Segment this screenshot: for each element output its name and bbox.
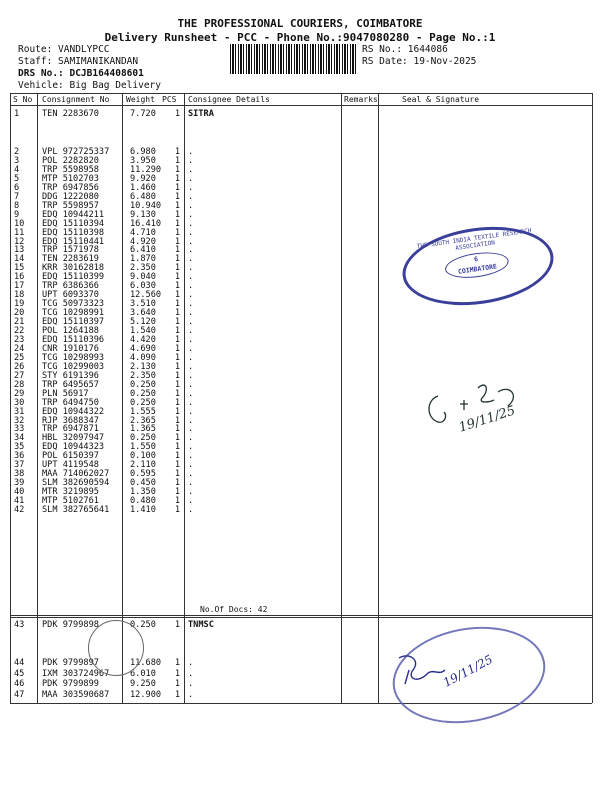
- row-sno: 4: [14, 165, 20, 175]
- row-sno: 36: [14, 451, 25, 461]
- row-weight: 11.680: [130, 658, 162, 668]
- row-consignment-no: EDQ 10944323: [42, 442, 105, 452]
- row-weight: 3.640: [130, 308, 156, 318]
- row-pcs: 1: [174, 478, 180, 488]
- row-sno: 45: [14, 669, 25, 679]
- row-consignment-no: TRP 5598958: [42, 165, 99, 175]
- row-weight: 0.250: [130, 620, 156, 630]
- row-consignee-details: .: [188, 272, 194, 282]
- row-pcs: 1: [174, 424, 180, 434]
- row-sno: 5: [14, 174, 20, 184]
- row-consignment-no: TRP 1571978: [42, 245, 99, 255]
- row-sno: 21: [14, 317, 25, 327]
- row-consignment-no: HBL 32097947: [42, 433, 105, 443]
- row-pcs: 1: [174, 353, 180, 363]
- row-pcs: 1: [174, 362, 180, 372]
- row-sno: 40: [14, 487, 25, 497]
- row-consignee-details: .: [188, 371, 194, 381]
- row-consignment-no: POL 2282820: [42, 156, 99, 166]
- signature-1-date: 19/11/25: [457, 403, 518, 436]
- row-weight: 1.410: [130, 505, 156, 515]
- table-row: [0, 505, 600, 514]
- row-pcs: 1: [174, 272, 180, 282]
- row-consignee-details: .: [188, 407, 194, 417]
- row-consignee-details: .: [188, 228, 194, 238]
- route-label: Route: VANDLYPCC: [18, 44, 110, 55]
- row-consignment-no: TEN 2283619: [42, 254, 99, 264]
- row-consignment-no: EDQ 10944211: [42, 210, 105, 220]
- row-weight: 6.010: [130, 669, 156, 679]
- col-header-sno: S No: [13, 95, 33, 104]
- row-pcs: 1: [174, 308, 180, 318]
- row-weight: 0.480: [130, 496, 156, 506]
- row-sno: 34: [14, 433, 25, 443]
- row-sno: 46: [14, 679, 25, 689]
- row-consignment-no: IXM 303724967: [42, 669, 110, 679]
- row-consignment-no: EDQ 15110441: [42, 237, 105, 247]
- row-weight: 0.250: [130, 380, 156, 390]
- row-pcs: 1: [174, 317, 180, 327]
- row-weight: 3.510: [130, 299, 156, 309]
- drs-label: DRS No.: DCJB164408601: [18, 68, 144, 79]
- row-sno: 47: [14, 690, 25, 700]
- row-consignee-details: .: [188, 469, 194, 479]
- row-consignment-no: EDQ 15110399: [42, 272, 105, 282]
- table-row: [0, 353, 600, 362]
- row-sno: 19: [14, 299, 25, 309]
- row-pcs: 1: [174, 620, 180, 630]
- row-consignee-details: .: [188, 254, 194, 264]
- row-sno: 10: [14, 219, 25, 229]
- signature-2: [395, 650, 496, 694]
- row-weight: 5.120: [130, 317, 156, 327]
- row-weight: 4.920: [130, 237, 156, 247]
- row-sno: 28: [14, 380, 25, 390]
- row-pcs: 1: [174, 263, 180, 273]
- row-consignee-details: .: [188, 353, 194, 363]
- row-weight: 12.900: [130, 690, 162, 700]
- row-weight: 6.480: [130, 192, 156, 202]
- row-weight: 6.410: [130, 245, 156, 255]
- row-pcs: 1: [174, 416, 180, 426]
- row-consignment-no: MTP 5102703: [42, 174, 99, 184]
- table-row: [0, 210, 600, 219]
- row-consignee-details: .: [188, 496, 194, 506]
- seal-code: 6: [473, 254, 479, 264]
- row-weight: 1.365: [130, 424, 156, 434]
- row-weight: 1.550: [130, 442, 156, 452]
- table-row: [0, 362, 600, 371]
- table-row: [0, 317, 600, 326]
- row-consignee-details: .: [188, 290, 194, 300]
- row-consignee-details: .: [188, 424, 194, 434]
- row-sno: 27: [14, 371, 25, 381]
- row-consignment-no: MTR 3219895: [42, 487, 99, 497]
- row-consignment-no: SLM 382765641: [42, 505, 110, 515]
- row-weight: 0.250: [130, 433, 156, 443]
- table-row: [0, 174, 600, 183]
- row-consignment-no: RJP 3688347: [42, 416, 99, 426]
- row-consignee-details: .: [188, 380, 194, 390]
- row-weight: 4.710: [130, 228, 156, 238]
- row-weight: 1.460: [130, 183, 156, 193]
- row-pcs: 1: [174, 109, 180, 119]
- row-sno: 43: [14, 620, 25, 630]
- row-consignment-no: MAA 303590687: [42, 690, 110, 700]
- table-row: [0, 219, 600, 228]
- row-pcs: 1: [174, 156, 180, 166]
- table-row: [0, 109, 600, 118]
- row-sno: 33: [14, 424, 25, 434]
- rs-date: RS Date: 19-Nov-2025: [362, 56, 477, 67]
- row-consignment-no: TRP 5598957: [42, 201, 99, 211]
- row-sno: 14: [14, 254, 25, 264]
- seal-city: COIMBATORE: [457, 262, 498, 276]
- row-weight: 0.100: [130, 451, 156, 461]
- table-row: [0, 326, 600, 335]
- row-sno: 17: [14, 281, 25, 291]
- row-sno: 13: [14, 245, 25, 255]
- table-row: [0, 192, 600, 201]
- row-weight: 0.250: [130, 389, 156, 399]
- row-consignee-details: .: [188, 398, 194, 408]
- row-consignee-details: .: [188, 192, 194, 202]
- row-consignment-no: PDK 9799898: [42, 620, 99, 630]
- row-pcs: 1: [174, 335, 180, 345]
- row-weight: 1.540: [130, 326, 156, 336]
- row-sno: 25: [14, 353, 25, 363]
- row-sno: 20: [14, 308, 25, 318]
- row-consignment-no: EDQ 10944322: [42, 407, 105, 417]
- row-consignment-no: TRP 6947871: [42, 424, 99, 434]
- row-consignment-no: EDQ 15110397: [42, 317, 105, 327]
- row-sno: 35: [14, 442, 25, 452]
- row-pcs: 1: [174, 407, 180, 417]
- row-pcs: 1: [174, 245, 180, 255]
- consignee-name: TNMSC: [188, 620, 214, 630]
- row-consignment-no: POL 6150397: [42, 451, 99, 461]
- row-sno: 6: [14, 183, 20, 193]
- row-consignment-no: KRR 30162818: [42, 263, 105, 273]
- row-sno: 11: [14, 228, 25, 238]
- table-row: [0, 496, 600, 505]
- table-row: [0, 308, 600, 317]
- company-name: THE PROFESSIONAL COURIERS, COIMBATORE: [177, 17, 423, 30]
- docs-count: No.Of Docs: 42: [200, 605, 268, 614]
- row-pcs: 1: [174, 344, 180, 354]
- row-sno: 26: [14, 362, 25, 372]
- row-consignee-details: .: [188, 245, 194, 255]
- table-row: [0, 201, 600, 210]
- row-consignment-no: TEN 2283670: [42, 109, 99, 119]
- row-consignee-details: .: [188, 263, 194, 273]
- row-sno: 38: [14, 469, 25, 479]
- table-row: [0, 620, 600, 629]
- row-consignee-details: .: [188, 219, 194, 229]
- row-consignment-no: TRP 6947856: [42, 183, 99, 193]
- row-weight: 12.560: [130, 290, 162, 300]
- row-pcs: 1: [174, 679, 180, 689]
- row-sno: 30: [14, 398, 25, 408]
- row-weight: 9.040: [130, 272, 156, 282]
- row-sno: 2: [14, 147, 20, 157]
- row-weight: 16.410: [130, 219, 162, 229]
- row-weight: 6.030: [130, 281, 156, 291]
- row-consignee-details: .: [188, 451, 194, 461]
- row-consignment-no: PDK 9799897: [42, 658, 99, 668]
- row-consignment-no: TRP 6386366: [42, 281, 99, 291]
- row-sno: 41: [14, 496, 25, 506]
- row-pcs: 1: [174, 254, 180, 264]
- row-sno: 12: [14, 237, 25, 247]
- row-consignee-details: .: [188, 308, 194, 318]
- table-row: [0, 299, 600, 308]
- row-pcs: 1: [174, 398, 180, 408]
- table-row: [0, 147, 600, 156]
- row-pcs: 1: [174, 658, 180, 668]
- row-weight: 9.130: [130, 210, 156, 220]
- row-weight: 9.920: [130, 174, 156, 184]
- row-pcs: 1: [174, 210, 180, 220]
- row-weight: 9.250: [130, 679, 156, 689]
- row-pcs: 1: [174, 389, 180, 399]
- row-consignee-details: .: [188, 679, 194, 689]
- row-pcs: 1: [174, 290, 180, 300]
- row-consignee-details: .: [188, 317, 194, 327]
- row-weight: 10.940: [130, 201, 162, 211]
- seal-org-text: THE SOUTH INDIA TEXTILE RESEARCH ASSOCIATION: [416, 227, 532, 252]
- row-sno: 16: [14, 272, 25, 282]
- row-pcs: 1: [174, 442, 180, 452]
- row-sno: 29: [14, 389, 25, 399]
- runsheet-title: Delivery Runsheet - PCC - Phone No.:9047080280 - Page No.:1: [104, 31, 496, 44]
- row-weight: 2.365: [130, 416, 156, 426]
- row-weight: 1.350: [130, 487, 156, 497]
- row-consignment-no: SLM 382690594: [42, 478, 110, 488]
- col-header-consignee: Consignee Details: [188, 95, 270, 104]
- table-row: [0, 156, 600, 165]
- row-consignment-no: UPT 6093370: [42, 290, 99, 300]
- row-consignment-no: TRP 6495657: [42, 380, 99, 390]
- row-consignee-details: .: [188, 505, 194, 515]
- row-consignee-details: .: [188, 326, 194, 336]
- row-pcs: 1: [174, 183, 180, 193]
- row-weight: 4.690: [130, 344, 156, 354]
- table-row: [0, 460, 600, 469]
- row-consignment-no: UPT 4119548: [42, 460, 99, 470]
- row-consignee-details: .: [188, 487, 194, 497]
- row-consignment-no: CNR 1910176: [42, 344, 99, 354]
- row-sno: 44: [14, 658, 25, 668]
- row-pcs: 1: [174, 469, 180, 479]
- table-row: [0, 487, 600, 496]
- table-row: [0, 335, 600, 344]
- row-consignee-details: .: [188, 210, 194, 220]
- row-sno: 7: [14, 192, 20, 202]
- row-consignment-no: TCG 10298991: [42, 308, 105, 318]
- row-weight: 0.595: [130, 469, 156, 479]
- row-consignment-no: PLN 56917: [42, 389, 89, 399]
- row-consignee-details: .: [188, 147, 194, 157]
- row-consignee-details: .: [188, 183, 194, 193]
- row-pcs: 1: [174, 326, 180, 336]
- row-consignee-details: .: [188, 478, 194, 488]
- vehicle-label: Vehicle: Big Bag Delivery: [18, 80, 161, 91]
- row-consignee-details: .: [188, 237, 194, 247]
- row-consignment-no: VPL 972725337: [42, 147, 110, 157]
- row-pcs: 1: [174, 201, 180, 211]
- row-weight: 6.980: [130, 147, 156, 157]
- row-consignee-details: .: [188, 335, 194, 345]
- row-sno: 31: [14, 407, 25, 417]
- row-sno: 18: [14, 290, 25, 300]
- small-stamp: [88, 620, 144, 676]
- row-pcs: 1: [174, 174, 180, 184]
- row-pcs: 1: [174, 147, 180, 157]
- row-consignment-no: TCG 10298993: [42, 353, 105, 363]
- row-pcs: 1: [174, 237, 180, 247]
- consignee-name: SITRA: [188, 109, 214, 119]
- row-sno: 24: [14, 344, 25, 354]
- col-header-seal: Seal & Signature: [402, 95, 480, 104]
- barcode-image: [230, 44, 358, 74]
- row-sno: 3: [14, 156, 20, 166]
- row-pcs: 1: [174, 669, 180, 679]
- row-consignment-no: STY 6191396: [42, 371, 99, 381]
- row-consignment-no: EDQ 15110398: [42, 228, 105, 238]
- row-pcs: 1: [174, 192, 180, 202]
- row-sno: 15: [14, 263, 25, 273]
- row-weight: 1.870: [130, 254, 156, 264]
- row-consignee-details: .: [188, 174, 194, 184]
- row-pcs: 1: [174, 451, 180, 461]
- row-consignee-details: .: [188, 201, 194, 211]
- row-sno: 1: [14, 109, 20, 119]
- row-pcs: 1: [174, 228, 180, 238]
- row-consignment-no: POL 1264188: [42, 326, 99, 336]
- row-consignee-details: .: [188, 156, 194, 166]
- row-consignee-details: .: [188, 669, 194, 679]
- row-pcs: 1: [174, 433, 180, 443]
- staff-label: Staff: SAMIMANIKANDAN: [18, 56, 139, 67]
- row-pcs: 1: [174, 281, 180, 291]
- row-consignment-no: TCG 10299003: [42, 362, 105, 372]
- table-row: [0, 344, 600, 353]
- row-pcs: 1: [174, 505, 180, 515]
- row-weight: 2.350: [130, 371, 156, 381]
- row-consignee-details: .: [188, 690, 194, 700]
- table-row: [0, 478, 600, 487]
- table-row: [0, 451, 600, 460]
- row-sno: 8: [14, 201, 20, 211]
- row-pcs: 1: [174, 487, 180, 497]
- row-consignment-no: PDK 9799899: [42, 679, 99, 689]
- row-sno: 32: [14, 416, 25, 426]
- row-weight: 2.110: [130, 460, 156, 470]
- row-pcs: 1: [174, 299, 180, 309]
- row-sno: 37: [14, 460, 25, 470]
- row-weight: 0.450: [130, 478, 156, 488]
- table-row: [0, 469, 600, 478]
- row-consignment-no: TCG 50973323: [42, 299, 105, 309]
- row-consignee-details: .: [188, 658, 194, 668]
- row-pcs: 1: [174, 380, 180, 390]
- col-header-weight: Weight: [126, 95, 155, 104]
- row-consignment-no: MAA 714062027: [42, 469, 110, 479]
- col-header-consignment: Consignment No: [42, 95, 110, 104]
- row-consignee-details: .: [188, 416, 194, 426]
- table-row: [0, 183, 600, 192]
- row-consignee-details: .: [188, 362, 194, 372]
- row-weight: 1.555: [130, 407, 156, 417]
- row-sno: 22: [14, 326, 25, 336]
- row-weight: 4.090: [130, 353, 156, 363]
- rs-number: RS No.: 1644086: [362, 44, 448, 55]
- row-consignment-no: EDQ 15110394: [42, 219, 105, 229]
- row-sno: 39: [14, 478, 25, 488]
- row-consignment-no: TRP 6494750: [42, 398, 99, 408]
- row-weight: 2.130: [130, 362, 156, 372]
- signature-1: [420, 378, 530, 444]
- row-consignment-no: DDG 1222080: [42, 192, 99, 202]
- row-pcs: 1: [174, 165, 180, 175]
- row-sno: 9: [14, 210, 20, 220]
- row-weight: 3.950: [130, 156, 156, 166]
- row-consignee-details: .: [188, 299, 194, 309]
- row-pcs: 1: [174, 690, 180, 700]
- row-consignment-no: MTP 5102761: [42, 496, 99, 506]
- row-consignee-details: .: [188, 281, 194, 291]
- row-weight: 0.250: [130, 398, 156, 408]
- row-consignment-no: EDQ 15110396: [42, 335, 105, 345]
- col-header-pcs: PCS: [162, 95, 177, 104]
- table-row: [0, 165, 600, 174]
- row-pcs: 1: [174, 371, 180, 381]
- row-consignee-details: .: [188, 389, 194, 399]
- row-sno: 42: [14, 505, 25, 515]
- row-consignee-details: .: [188, 433, 194, 443]
- row-pcs: 1: [174, 496, 180, 506]
- row-sno: 23: [14, 335, 25, 345]
- row-consignee-details: .: [188, 442, 194, 452]
- row-pcs: 1: [174, 460, 180, 470]
- row-consignee-details: .: [188, 460, 194, 470]
- row-weight: 7.720: [130, 109, 156, 119]
- col-header-remarks: Remarks: [344, 95, 378, 104]
- row-weight: 11.290: [130, 165, 162, 175]
- signature-2-date: 19/11/25: [440, 652, 496, 690]
- row-weight: 2.350: [130, 263, 156, 273]
- row-consignee-details: .: [188, 344, 194, 354]
- row-pcs: 1: [174, 219, 180, 229]
- row-weight: 4.420: [130, 335, 156, 345]
- row-consignee-details: .: [188, 165, 194, 175]
